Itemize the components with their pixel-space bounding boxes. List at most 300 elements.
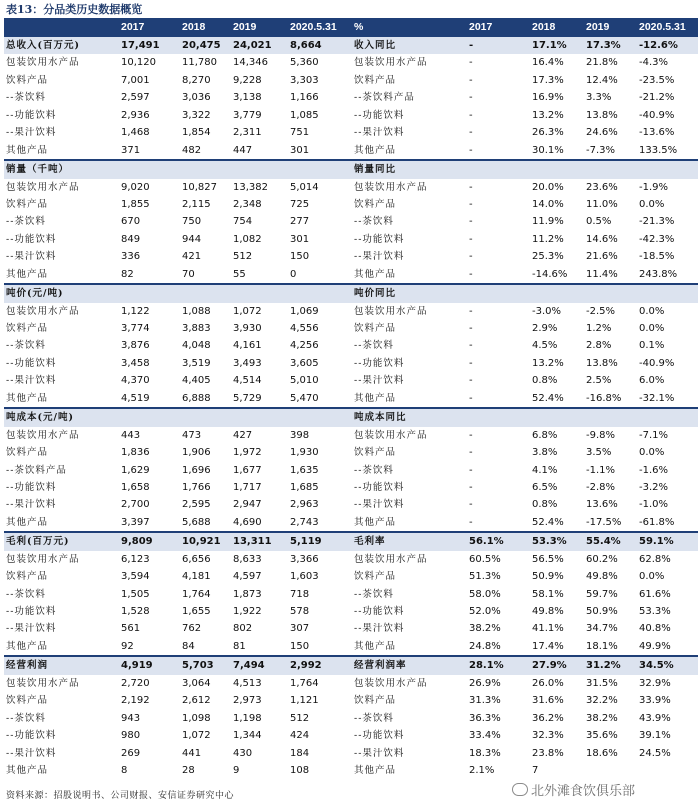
watermark-text: 北外滩食饮俱乐部 [531,784,636,799]
table-row [4,213,698,230]
table-row [4,727,698,744]
pct-cell: 30.1% [532,144,564,156]
row-label: 经营利润 [6,660,49,672]
pct-cell: -21.3% [639,216,675,228]
ratio-label: 包装饮用水产品 [354,305,428,317]
pct-cell: -2.5% [586,305,616,317]
table-row [4,248,698,265]
pct-cell: 6.8% [532,429,558,441]
wechat-icon [512,783,528,796]
pct-cell: -40.9% [639,357,675,369]
value-cell: 20,475 [182,40,221,51]
pct-cell: 0.0% [639,571,665,583]
ratio-label: 包装饮用水产品 [354,553,428,565]
value-cell: 1,906 [182,447,211,459]
value-cell: 13,382 [233,181,268,193]
pct-cell: - [469,340,473,352]
pct-cell: 0.0% [639,323,665,334]
pct-cell: 36.3% [469,712,501,724]
value-cell: 1,635 [290,464,319,476]
value-cell: 2,720 [121,677,150,689]
ratio-label: 收入同比 [354,40,397,51]
value-cell: 2,992 [290,660,322,672]
pct-cell: 55.4% [586,536,621,548]
value-cell: 1,121 [290,695,319,707]
table-row [4,390,698,408]
row-label: 其他产品 [6,640,49,652]
value-cell: 5,729 [233,392,262,404]
table-row [4,762,698,779]
value-cell: 4,690 [233,516,262,528]
pct-cell: -42.3% [639,233,675,245]
pct-cell: 6.5% [532,481,558,493]
pct-cell: 49.8% [586,571,618,583]
header-pct-2019: 2019 [586,21,610,33]
value-cell: 1,468 [121,127,150,139]
table-row [4,196,698,213]
value-cell: 670 [121,216,141,228]
pct-cell: - [469,109,473,121]
pct-cell: 53.3% [532,536,567,548]
value-cell: 7,494 [233,660,265,672]
value-cell: 443 [121,429,141,441]
pct-cell: -4.3% [639,57,669,69]
value-cell: 1,677 [233,464,262,476]
pct-cell: 2.8% [586,340,612,352]
pct-cell: -1.9% [639,181,669,193]
table-row [4,355,698,372]
value-cell: 2,947 [233,499,262,511]
row-label: --茶饮料 [6,216,46,228]
pct-cell: 23.6% [586,181,618,193]
value-cell: 4,048 [182,340,211,352]
ratio-label: --茶饮料产品 [354,92,415,104]
pct-cell: 60.5% [469,553,501,565]
pct-cell: 11.9% [532,216,564,228]
pct-cell: - [469,74,473,86]
table-row [4,620,698,637]
pct-cell: 27.9% [532,660,567,672]
table-row [4,89,698,106]
value-cell: 2,595 [182,499,211,511]
pct-cell: 31.2% [586,660,621,672]
table-row [4,303,698,320]
pct-cell: - [469,57,473,69]
value-cell: 1,972 [233,447,262,459]
row-label: 其他产品 [6,268,49,280]
row-label: --功能饮料 [6,481,57,493]
row-label: --果汁饮料 [6,499,57,511]
pct-cell: 0.8% [532,375,558,387]
ratio-label: --功能饮料 [354,109,405,121]
table-row [4,320,698,337]
value-cell: 1,717 [233,481,262,493]
table-row [4,675,698,692]
pct-cell: 33.9% [639,695,671,707]
pct-cell: 21.6% [586,251,618,263]
row-label: --果汁饮料 [6,375,57,387]
pct-cell: -18.5% [639,251,675,263]
value-cell: 3,366 [290,553,319,565]
value-cell: 2,936 [121,109,150,121]
row-label: 其他产品 [6,392,49,404]
value-cell: 762 [182,623,202,635]
pct-cell: 12.4% [586,74,618,86]
value-cell: 398 [290,429,310,441]
pct-cell: - [469,144,473,156]
table-row [4,427,698,444]
value-cell: 9,020 [121,181,150,193]
value-cell: 3,036 [182,92,211,104]
pct-cell: -14.6% [532,268,568,280]
row-label: 包装饮用水产品 [6,677,80,689]
value-cell: 4,597 [233,571,262,583]
pct-cell: -2.8% [586,481,616,493]
section-row [4,656,698,674]
value-cell: 4,370 [121,375,150,387]
pct-cell: 0.5% [586,216,612,228]
ratio-label: 其他产品 [354,764,397,776]
value-cell: 447 [233,144,253,156]
row-label: --功能饮料 [6,233,57,245]
ratio-label: 饮料产品 [354,323,397,334]
pct-cell: - [469,268,473,280]
ratio-label: --功能饮料 [354,481,405,493]
value-cell: 70 [182,268,195,280]
value-cell: 11,780 [182,57,217,69]
pct-cell: 38.2% [469,623,501,635]
value-cell: 430 [233,747,253,759]
pct-cell: 14.6% [586,233,618,245]
pct-cell: 32.3% [532,730,564,742]
value-cell: 3,594 [121,571,150,583]
pct-cell: 11.2% [532,233,564,245]
value-cell: 4,513 [233,677,262,689]
pct-cell: 59.1% [639,536,674,548]
pct-cell: -3.2% [639,481,669,493]
table-row [4,231,698,248]
value-cell: 1,072 [182,730,211,742]
value-cell: 8,270 [182,74,211,86]
value-cell: 1,873 [233,588,262,600]
pct-cell: 16.9% [532,92,564,104]
section-row [4,284,698,302]
value-cell: 4,519 [121,392,150,404]
pct-cell: 7 [532,764,539,776]
pct-cell: -61.8% [639,516,675,528]
table-row [4,266,698,284]
pct-cell: 28.1% [469,660,504,672]
ratio-label: 其他产品 [354,268,397,280]
pct-cell: 25.3% [532,251,564,263]
value-cell: 561 [121,623,141,635]
pct-cell: 13.6% [586,499,618,511]
ratio-label: 吨价同比 [354,288,397,300]
row-label: --茶饮料 [6,92,46,104]
pct-cell: 17.3% [532,74,564,86]
value-cell: 307 [290,623,310,635]
pct-cell: 35.6% [586,730,618,742]
value-cell: 1,603 [290,571,319,583]
pct-cell: 13.8% [586,109,618,121]
pct-cell: 26.3% [532,127,564,139]
pct-cell: 51.3% [469,571,501,583]
table-row [4,496,698,513]
header-pct-2018: 2018 [532,21,556,33]
value-cell: 84 [182,640,195,652]
value-cell: 0 [290,268,297,280]
pct-cell: 24.5% [639,747,671,759]
ratio-label: --功能饮料 [354,730,405,742]
value-cell: 4,181 [182,571,211,583]
value-cell: 4,919 [121,660,153,672]
table-row [4,514,698,532]
table-caption: 表13：分品类历史数据概览 [6,3,143,16]
pct-cell: 4.1% [532,464,558,476]
ratio-label: --果汁饮料 [354,251,405,263]
value-cell: 2,192 [121,695,150,707]
value-cell: 944 [182,233,202,245]
pct-cell: - [469,305,473,317]
row-label: 其他产品 [6,516,49,528]
value-cell: 2,115 [182,198,211,210]
row-label: --果汁饮料 [6,251,57,263]
pct-cell: 40.8% [639,623,671,635]
row-label: --功能饮料 [6,109,57,121]
value-cell: 5,360 [290,57,319,69]
value-cell: 6,656 [182,553,211,565]
row-label: --功能饮料 [6,606,57,617]
pct-cell: - [469,323,473,334]
value-cell: 92 [121,640,134,652]
pct-cell: -40.9% [639,109,675,121]
value-cell: 10,120 [121,57,156,69]
ratio-label: --茶饮料 [354,588,394,600]
pct-cell: - [469,216,473,228]
pct-cell: 50.9% [532,571,564,583]
value-cell: 2,973 [233,695,262,707]
pct-cell: 49.8% [532,606,564,617]
section-row [4,160,698,178]
pct-cell: 2.9% [532,323,558,334]
value-cell: 980 [121,730,141,742]
value-cell: 10,921 [182,536,221,548]
row-label: --功能饮料 [6,357,57,369]
value-cell: 184 [290,747,310,759]
pct-cell: 11.4% [586,268,618,280]
value-cell: 2,597 [121,92,150,104]
value-cell: 718 [290,588,310,600]
ratio-label: 饮料产品 [354,198,397,210]
pct-cell: - [469,464,473,476]
value-cell: 3,458 [121,357,150,369]
pct-cell: - [469,233,473,245]
header-pct: % [354,21,365,33]
value-cell: 5,014 [290,181,319,193]
table-row [4,124,698,141]
value-cell: 7,001 [121,74,150,86]
value-cell: 424 [290,730,310,742]
value-cell: 754 [233,216,253,228]
pct-cell: 52.0% [469,606,501,617]
value-cell: 3,930 [233,323,262,334]
row-label: --功能饮料 [6,730,57,742]
value-cell: 3,138 [233,92,262,104]
value-cell: 4,256 [290,340,319,352]
pct-cell: - [469,40,474,51]
value-cell: 1,069 [290,305,319,317]
pct-cell: 50.9% [586,606,618,617]
pct-cell: - [469,181,473,193]
pct-cell: - [469,92,473,104]
pct-cell: 32.2% [586,695,618,707]
value-cell: 1,082 [233,233,262,245]
pct-cell: - [469,499,473,511]
pct-cell: 17.1% [532,40,567,51]
ratio-label: 经营利润率 [354,660,407,672]
value-cell: 1,685 [290,481,319,493]
value-cell: 4,556 [290,323,319,334]
value-cell: 150 [290,640,310,652]
pct-cell: 58.1% [532,588,564,600]
row-label: 其他产品 [6,764,49,776]
value-cell: 55 [233,268,246,280]
value-cell: 1,655 [182,606,211,617]
value-cell: 751 [290,127,310,139]
value-cell: 5,470 [290,392,319,404]
table-row [4,603,698,620]
pct-cell: -7.3% [586,144,616,156]
pct-cell: 16.4% [532,57,564,69]
value-cell: 1,629 [121,464,150,476]
value-cell: 3,322 [182,109,211,121]
pct-cell: -1.1% [586,464,616,476]
pct-cell: 20.0% [532,181,564,193]
pct-cell: - [469,375,473,387]
pct-cell: 0.0% [639,198,665,210]
pct-cell: 62.8% [639,553,671,565]
pct-cell: - [469,447,473,459]
value-cell: 4,514 [233,375,262,387]
pct-cell: 3.3% [586,92,612,104]
value-cell: 13,311 [233,536,272,548]
value-cell: 1,855 [121,198,150,210]
section-row [4,532,698,550]
pct-cell: 0.8% [532,499,558,511]
value-cell: 371 [121,144,141,156]
ratio-label: 毛利率 [354,536,386,548]
table-row [4,54,698,71]
pct-cell: 17.4% [532,640,564,652]
row-label: 总收入(百万元) [6,40,80,51]
value-cell: 10,827 [182,181,217,193]
pct-cell: 18.3% [469,747,501,759]
value-cell: 1,122 [121,305,150,317]
row-label: --茶饮料 [6,712,46,724]
ratio-label: 其他产品 [354,144,397,156]
pct-cell: 0.1% [639,340,665,352]
header-pct-2017: 2017 [469,21,493,33]
pct-cell: 4.5% [532,340,558,352]
ratio-label: 其他产品 [354,392,397,404]
row-label: 饮料产品 [6,447,49,459]
ratio-label: 包装饮用水产品 [354,57,428,69]
ratio-label: --茶饮料 [354,712,394,724]
pct-cell: 26.0% [532,677,564,689]
value-cell: 1,922 [233,606,262,617]
value-cell: 1,528 [121,606,150,617]
value-cell: 8 [121,764,128,776]
value-cell: 301 [290,144,310,156]
value-cell: 3,303 [290,74,319,86]
value-cell: 3,774 [121,323,150,334]
ratio-label: 销量同比 [354,164,397,176]
pct-cell: -9.8% [586,429,616,441]
value-cell: 441 [182,747,202,759]
header-2020: 2020.5.31 [290,21,337,33]
value-cell: 3,064 [182,677,211,689]
table-row [4,745,698,762]
row-label: 包装饮用水产品 [6,305,80,317]
pct-cell: 18.1% [586,640,618,652]
header-2018: 2018 [182,21,206,33]
value-cell: 3,605 [290,357,319,369]
pct-cell: - [469,429,473,441]
value-cell: 421 [182,251,202,263]
value-cell: 5,010 [290,375,319,387]
row-label: --茶饮料 [6,588,46,600]
pct-cell: 33.4% [469,730,501,742]
ratio-label: 饮料产品 [354,447,397,459]
header-2019: 2019 [233,21,257,33]
table-row [4,638,698,656]
value-cell: 4,161 [233,340,262,352]
row-label: 包装饮用水产品 [6,553,80,565]
pct-cell: 23.8% [532,747,564,759]
value-cell: 82 [121,268,134,280]
pct-cell: 14.0% [532,198,564,210]
value-cell: 1,344 [233,730,262,742]
value-cell: 2,963 [290,499,319,511]
value-cell: 24,021 [233,40,272,51]
value-cell: 301 [290,233,310,245]
ratio-label: --茶饮料 [354,340,394,352]
pct-cell: 41.1% [532,623,564,635]
pct-cell: 1.2% [586,323,612,334]
pct-cell: 52.4% [532,516,564,528]
pct-cell: 38.2% [586,712,618,724]
ratio-label: --功能饮料 [354,357,405,369]
value-cell: 2,743 [290,516,319,528]
pct-cell: 58.0% [469,588,501,600]
value-cell: 3,397 [121,516,150,528]
pct-cell: 56.5% [532,553,564,565]
pct-cell: 0.0% [639,305,665,317]
row-label: 饮料产品 [6,695,49,707]
row-label: 包装饮用水产品 [6,181,80,193]
row-label: 饮料产品 [6,74,49,86]
pct-cell: - [469,516,473,528]
value-cell: 5,703 [182,660,214,672]
pct-cell: 61.6% [639,588,671,600]
value-cell: 1,098 [182,712,211,724]
pct-cell: -21.2% [639,92,675,104]
data-table [4,18,698,779]
pct-cell: - [469,357,473,369]
row-label: --果汁饮料 [6,747,57,759]
value-cell: 1,854 [182,127,211,139]
table-row [4,142,698,160]
